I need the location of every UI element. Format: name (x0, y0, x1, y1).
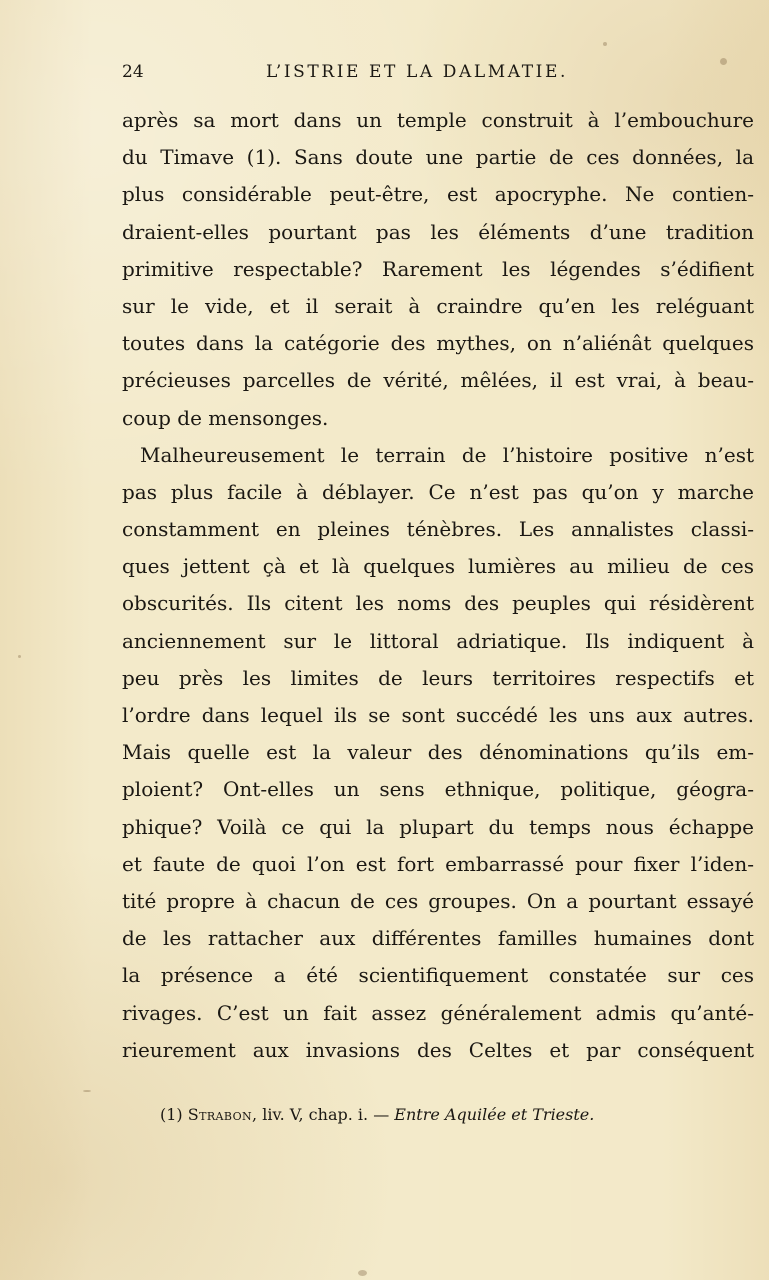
paragraph-end-line: coup de mensonges. (122, 405, 329, 430)
text-line: draient-elles pourtant pas les éléments d’une tradition (122, 219, 754, 244)
text-line: phique? Voilà ce qui la plupart du temps nous échappe (122, 814, 754, 839)
text-line: précieuses parcelles de vérité, mêlées, il est vrai, à beau- (122, 368, 754, 393)
text-line: primitive respectable? Rarement les légendes s’édifient (122, 256, 754, 281)
paper-speck (83, 1090, 91, 1092)
text-line: Mais quelle est la valeur des dénominations qu’ils em- (122, 740, 754, 765)
text-line: ques jettent çà et là quelques lumières au milieu de ces (122, 554, 754, 579)
footnote-author: Strabon (187, 1105, 253, 1124)
text-line: obscurités. Ils citent les noms des peuples qui résidèrent (122, 591, 754, 616)
footnote-reference: , liv. V, chap. i. — (252, 1105, 395, 1124)
text-line: toutes dans la catégorie des mythes, on n’aliénât quelques (122, 331, 754, 356)
text-line: anciennement sur le littoral adriatique. Ils indiquent à (122, 628, 754, 653)
text-line: la présence a été scientifiquement constatée sur ces (122, 963, 754, 988)
paper-speck (18, 655, 21, 658)
footnote-italic-text: Entre Aquilée et Trieste. (394, 1105, 595, 1124)
body-text (122, 102, 754, 1069)
text-line: ploient? Ont-elles un sens ethnique, politique, géogra- (122, 777, 754, 802)
text-line: pas plus facile à déblayer. Ce n’est pas qu’on y marche (122, 479, 754, 504)
text-line: plus considérable peut-être, est apocryphe. Ne contien- (122, 182, 754, 207)
paper-speck (358, 1270, 367, 1276)
text-line: tité propre à chacun de ces groupes. On a pourtant essayé (122, 888, 754, 913)
page-number: 24 (122, 62, 144, 82)
text-line: et faute de quoi l’on est fort embarrassé pour fixer l’iden- (122, 851, 754, 876)
text-line: de les rattacher aux différentes familles humaines dont (122, 926, 754, 951)
running-head (122, 62, 752, 84)
text-line: rieurement aux invasions des Celtes et par conséquent (122, 1037, 754, 1062)
text-line: peu près les limites de leurs territoires respectifs et (122, 665, 754, 690)
text-line: rivages. C’est un fait assez généralement admis qu’anté- (122, 1000, 754, 1025)
paper-speck (603, 42, 607, 46)
text-line: du Timave (1). Sans doute une partie de ces données, la (122, 145, 754, 170)
text-line: après sa mort dans un temple construit à l’embouchure (122, 108, 754, 132)
running-title: L’ISTRIE ET LA DALMATIE. (266, 62, 568, 82)
footnote (160, 1104, 680, 1126)
text-line: l’ordre dans lequel ils se sont succédé les uns aux autres. (122, 703, 754, 727)
text-line: constamment en pleines ténèbres. Les annalistes classi- (122, 517, 754, 542)
footnote-marker: (1) (160, 1105, 183, 1124)
text-line: sur le vide, et il serait à craindre qu’en les reléguant (122, 293, 754, 318)
paragraph-start-line: Malheureusement le terrain de l’histoire positive n’est (140, 442, 754, 467)
